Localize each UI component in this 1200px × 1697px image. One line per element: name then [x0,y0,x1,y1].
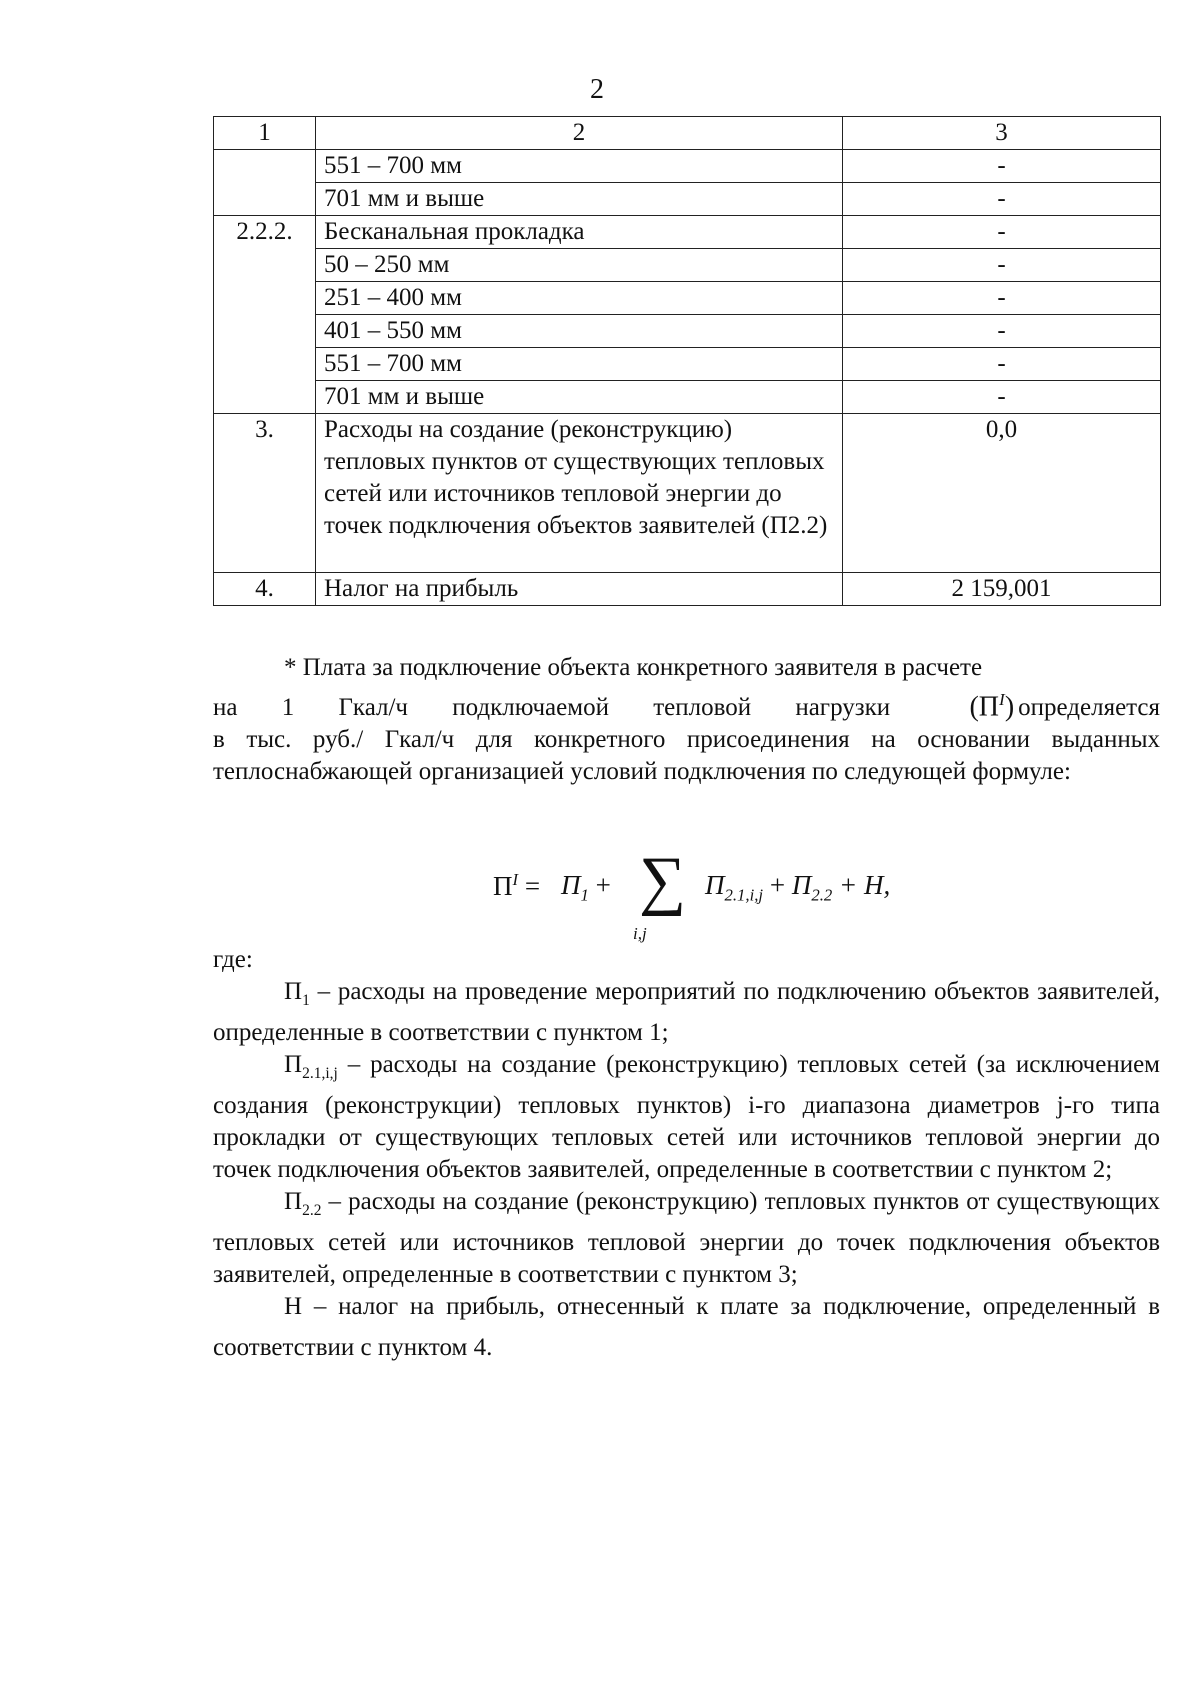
definition-item: $П_{2.1,i,j}$ – расходы на создание (реконструкцию) тепловых сетей (за исключением создания (реконструкции) тепловых пунктов) i-го диапазона диаметров j-го типа прокладки от существующих тепловых сетей или источников тепловой энергии до точек подключения объектов заявителей, определенные в соответствии с пунктом 2; [213,1051,1160,1183]
row-number: 2.2.2. [214,216,316,249]
row-number [214,381,316,414]
table-row [214,573,1161,606]
table-header-cell: 2 [316,117,843,150]
table-header-row [214,117,1161,150]
table-row [214,381,1161,414]
row-value: - [843,150,1161,183]
row-number [214,282,316,315]
table-row [214,282,1161,315]
cost-table [213,116,1161,606]
definitions [213,976,1160,1364]
row-number: 3. [214,414,316,573]
table-row [214,216,1161,249]
sum-symbol: ∑ [639,844,687,917]
formula-lhs: $П^I$ = [493,870,541,901]
row-description: 251 – 400 мм [316,282,843,315]
table-row [214,150,1161,183]
footnote-paragraph [213,652,1160,788]
fee-formula [493,844,913,958]
footnote-line-2 [213,684,1160,724]
row-description: 701 мм и выше [316,183,843,216]
table-row [214,249,1161,282]
row-number [214,183,316,216]
row-description: Расходы на создание (реконструкцию) тепловых пунктов от существующих тепловых сетей или источников тепловой энергии до точек подключения объектов заявителей (П2.2) [316,414,843,573]
row-value: - [843,216,1161,249]
footnote-line-1: * Плата за подключение объекта конкретного заявителя в расчете [284,654,983,681]
sum-index: i,j [633,924,647,943]
row-value: - [843,381,1161,414]
row-description: 551 – 700 мм [316,348,843,381]
formula-p1: $П_1$ + [561,870,611,905]
row-value: - [843,348,1161,381]
row-value: - [843,249,1161,282]
table-row [214,315,1161,348]
page-number: 2 [590,74,604,105]
formula-rest: $П_{2.1,i,j} + П_{2.2} + H$, [705,870,891,905]
table-row [214,348,1161,381]
row-value: - [843,282,1161,315]
definition-item: $П_1$ – расходы на проведение мероприятий по подключению объектов заявителей, определенные в соответствии с пунктом 1; [213,978,1160,1046]
table-row [214,183,1161,216]
row-description: Налог на прибыль [316,573,843,606]
row-number: 4. [214,573,316,606]
row-description: 50 – 250 мм [316,249,843,282]
row-value: 0,0 [843,414,1161,573]
row-number [214,315,316,348]
fee-symbol: $(П^I)$ [969,690,1015,723]
row-value: - [843,315,1161,348]
row-number [214,348,316,381]
table-row [214,414,1161,573]
footnote-rest: в тыс. руб./ Гкал/ч для конкретного присоединения на основании выданных теплоснабжающей организацией условий подключения по следующей формуле: [213,726,1160,786]
row-number [214,150,316,183]
table-header-cell: 3 [843,117,1161,150]
row-description: 551 – 700 мм [316,150,843,183]
row-description: 701 мм и выше [316,381,843,414]
row-value: 2 159,001 [843,573,1161,606]
row-number [214,249,316,282]
footnote-line-2-left: на 1 Гкал/ч подключаемой тепловой нагрузки [213,694,891,722]
row-value: - [843,183,1161,216]
definition-item: $П_{2.2}$ – расходы на создание (реконструкцию) тепловых пунктов от существующих тепловых сетей или источников тепловой энергии до точек подключения объектов заявителей, определенные в соответствии с пунктом 3; [213,1188,1160,1288]
footnote-line-2-right: определяется [1018,694,1160,722]
row-description: Бесканальная прокладка [316,216,843,249]
definition-item: Н – налог на прибыль, отнесенный к плате за подключение, определенный в соответствии с пунктом 4. [213,1293,1160,1361]
row-description: 401 – 550 мм [316,315,843,348]
table-header-cell: 1 [214,117,316,150]
where-label: где: [213,946,253,973]
